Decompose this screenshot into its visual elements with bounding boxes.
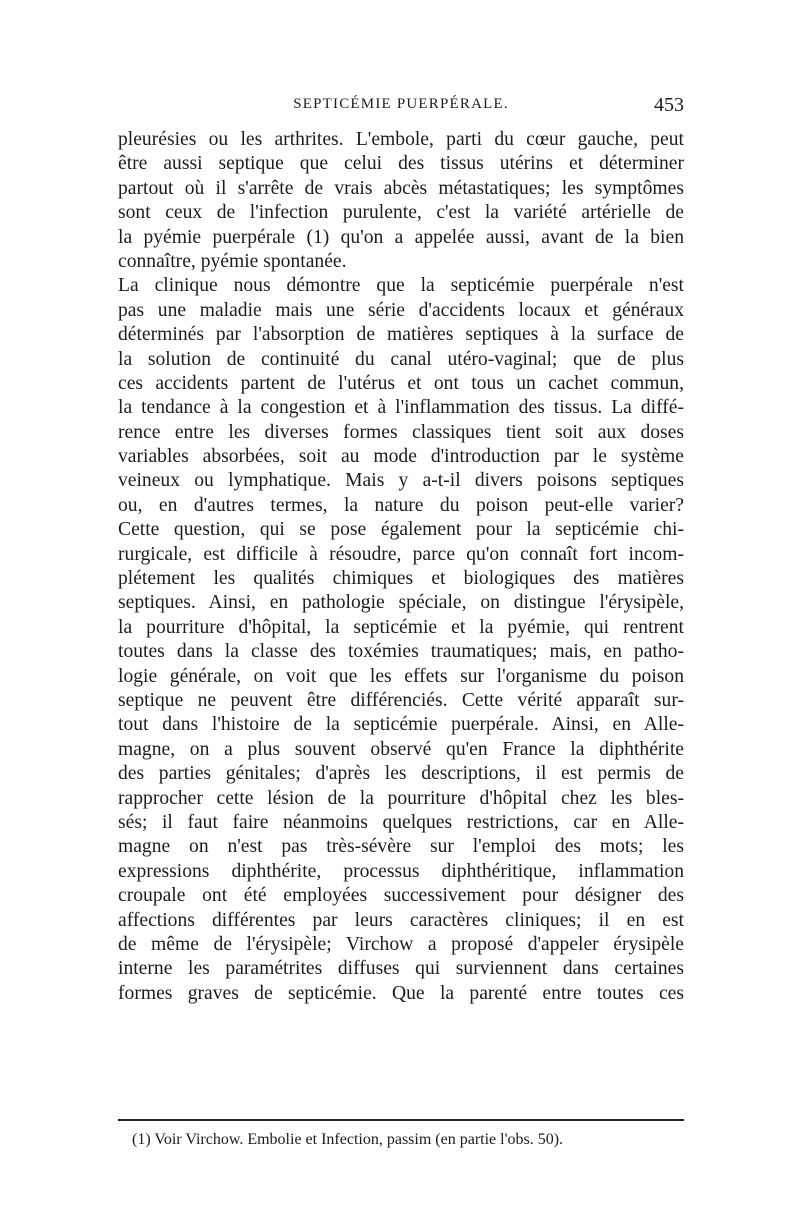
text-line: partout où il s'arrête de vrais abcès métastatiques; les symptômes xyxy=(118,177,684,199)
text-line: rurgicale, est difficile à résoudre, parce qu'on connaît fort incom- xyxy=(118,543,684,565)
text-line: de même de l'érysipèle; Virchow a proposé d'appeler érysipèle xyxy=(118,933,684,955)
text-line: Cette question, qui se pose également pour la septicémie chi- xyxy=(118,519,684,541)
text-line: déterminés par l'absorption de matières septiques à la surface de xyxy=(118,324,684,346)
text-line: plétement les qualités chimiques et biologiques des matières xyxy=(118,568,684,590)
text-line: des parties génitales; d'après les descriptions, il est permis de xyxy=(118,763,684,785)
footnote-rule xyxy=(118,1119,684,1121)
text-line: rence entre les diverses formes classiques tient soit aux doses xyxy=(118,421,684,443)
text-line: formes graves de septicémie. Que la parenté entre toutes ces xyxy=(118,982,684,1004)
text-line: sont ceux de l'infection purulente, c'est la variété artérielle de xyxy=(118,202,684,224)
text-line: la pyémie puerpérale (1) qu'on a appelée aussi, avant de la bien xyxy=(118,226,684,248)
text-line: croupale ont été employées successivement pour désigner des xyxy=(118,885,684,907)
text-line: tout dans l'histoire de la septicémie puerpérale. Ainsi, en Alle- xyxy=(118,714,684,736)
running-title: SEPTICÉMIE PUERPÉRALE. xyxy=(293,96,509,112)
text-line: ou, en d'autres termes, la nature du poison peut-elle varier? xyxy=(118,494,684,516)
page-number: 453 xyxy=(654,94,684,116)
text-line: magne, on a plus souvent observé qu'en France la diphthérite xyxy=(118,738,684,760)
text-line: être aussi septique que celui des tissus utérins et déterminer xyxy=(118,153,684,175)
text-line: expressions diphthérite, processus diphthéritique, inflammation xyxy=(118,860,684,882)
text-line: La clinique nous démontre que la septicémie puerpérale n'est xyxy=(118,275,684,297)
text-line: interne les paramétrites diffuses qui surviennent dans certaines xyxy=(118,958,684,980)
text-line: connaître, pyémie spontanée. xyxy=(118,250,347,272)
text-line: toutes dans la classe des toxémies traumatiques; mais, en patho- xyxy=(118,641,684,663)
text-line: magne on n'est pas très-sévère sur l'emploi des mots; les xyxy=(118,836,684,858)
text-line: ces accidents partent de l'utérus et ont tous un cachet commun, xyxy=(118,372,684,394)
text-line: pas une maladie mais une série d'accidents locaux et généraux xyxy=(118,299,684,321)
text-line: variables absorbées, soit au mode d'introduction par le système xyxy=(118,446,684,468)
text-line: la tendance à la congestion et à l'inflammation des tissus. La diffé- xyxy=(118,397,684,419)
footnote: (1) Voir Virchow. Embolie et Infection, passim (en partie l'obs. 50). xyxy=(132,1131,564,1148)
text-line: veineux ou lymphatique. Mais y a-t-il divers poisons septiques xyxy=(118,470,684,492)
body-text xyxy=(118,128,684,1006)
text-line: sés; il faut faire néanmoins quelques restrictions, car en Alle- xyxy=(118,811,684,833)
running-head xyxy=(118,96,684,124)
text-line: rapprocher cette lésion de la pourriture d'hôpital chez les bles- xyxy=(118,787,684,809)
text-line: affections différentes par leurs caractères cliniques; il en est xyxy=(118,909,684,931)
text-line: septique ne peuvent être différenciés. Cette vérité apparaît sur- xyxy=(118,689,684,711)
text-line: la pourriture d'hôpital, la septicémie et la pyémie, qui rentrent xyxy=(118,616,684,638)
text-line: pleurésies ou les arthrites. L'embole, parti du cœur gauche, peut xyxy=(118,129,684,150)
text-line: septiques. Ainsi, en pathologie spéciale, on distingue l'érysipèle, xyxy=(118,592,684,614)
text-line: logie générale, on voit que les effets sur l'organisme du poison xyxy=(118,665,684,687)
text-line: la solution de continuité du canal utéro-vaginal; que de plus xyxy=(118,348,684,370)
